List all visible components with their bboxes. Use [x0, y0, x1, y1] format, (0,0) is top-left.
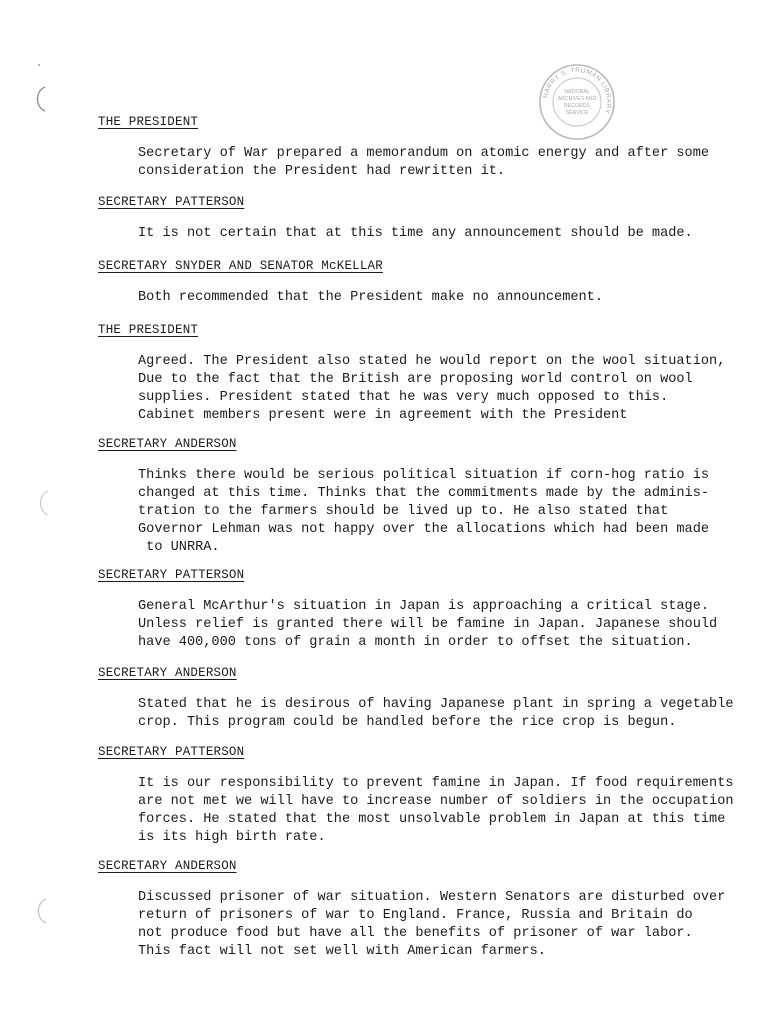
- paragraph-line: Both recommended that the President make no announcement.: [138, 290, 603, 305]
- paragraph-line: Cabinet members present were in agreement with the President: [138, 408, 628, 423]
- archive-stamp: [537, 62, 617, 142]
- speaker-heading: SECRETARY SNYDER AND SENATOR McKELLAR: [98, 259, 383, 273]
- paragraph-line: Secretary of War prepared a memorandum on atomic energy and after some: [138, 146, 710, 161]
- speaker-heading: SECRETARY PATTERSON: [98, 195, 245, 209]
- entry-paragraph: [138, 889, 748, 961]
- entry-paragraph: [138, 598, 748, 652]
- speaker-heading: THE PRESIDENT: [98, 115, 199, 129]
- speaker-heading: SECRETARY ANDERSON: [98, 859, 237, 873]
- paragraph-line: supplies. President stated that he was very much opposed to this.: [138, 390, 669, 405]
- paragraph-line: to UNRRA.: [138, 540, 220, 555]
- paragraph-line: tration to the farmers should be lived up to. He also stated that: [138, 504, 669, 519]
- entry-paragraph: [138, 353, 748, 425]
- paragraph-line: Agreed. The President also stated he would report on the wool situation,: [138, 354, 726, 369]
- paragraph-line: crop. This program could be handled before the rice crop is begun.: [138, 715, 677, 730]
- paragraph-line: return of prisoners of war to England. France, Russia and Britain do: [138, 908, 693, 923]
- stamp-line: ARCHIVES AND: [557, 96, 597, 102]
- paragraph-line: This fact will not set well with American farmers.: [138, 944, 546, 959]
- entry-paragraph: [138, 467, 748, 557]
- binder-hole-mark: [34, 898, 48, 924]
- stamp-line: NATIONAL: [564, 89, 590, 95]
- entry-paragraph: [138, 225, 748, 243]
- paragraph-line: General McArthur's situation in Japan is approaching a critical stage.: [138, 599, 710, 614]
- paragraph-line: Governor Lehman was not happy over the allocations which had been made: [138, 522, 710, 537]
- paragraph-line: Discussed prisoner of war situation. Western Senators are disturbed over: [138, 890, 726, 905]
- entry-paragraph: [138, 289, 748, 307]
- paragraph-line: Stated that he is desirous of having Japanese plant in spring a vegetable: [138, 697, 734, 712]
- speaker-heading: SECRETARY PATTERSON: [98, 568, 245, 582]
- paper-speck: [38, 64, 40, 66]
- speaker-heading: SECRETARY PATTERSON: [98, 745, 245, 759]
- binder-hole-mark: [33, 86, 47, 112]
- binder-hole-mark: [36, 490, 50, 516]
- paragraph-line: changed at this time. Thinks that the commitments made by the adminis-: [138, 486, 710, 501]
- paragraph-line: It is our responsibility to prevent famine in Japan. If food requirements: [138, 776, 734, 791]
- paragraph-line: It is not certain that at this time any announcement should be made.: [138, 226, 693, 241]
- paragraph-line: Due to the fact that the British are proposing world control on wool: [138, 372, 693, 387]
- stamp-line: RECORDS: [564, 103, 590, 109]
- paragraph-line: consideration the President had rewritten it.: [138, 164, 506, 179]
- paragraph-line: Unless relief is granted there will be famine in Japan. Japanese should: [138, 617, 718, 632]
- speaker-heading: SECRETARY ANDERSON: [98, 666, 237, 680]
- paragraph-line: are not met we will have to increase number of soldiers in the occupation: [138, 794, 734, 809]
- entry-paragraph: [138, 145, 748, 181]
- entry-paragraph: [138, 696, 748, 732]
- paragraph-line: forces. He stated that the most unsolvable problem in Japan at this time: [138, 812, 726, 827]
- paragraph-line: not produce food but have all the benefits of prisoner of war labor.: [138, 926, 693, 941]
- stamp-ring-text: HARRY S. TRUMAN LIBRARY: [542, 66, 613, 115]
- speaker-heading: SECRETARY ANDERSON: [98, 437, 237, 451]
- speaker-heading: THE PRESIDENT: [98, 323, 199, 337]
- paragraph-line: have 400,000 tons of grain a month in order to offset the situation.: [138, 635, 693, 650]
- paragraph-line: Thinks there would be serious political situation if corn-hog ratio is: [138, 468, 710, 483]
- paragraph-line: is its high birth rate.: [138, 830, 326, 845]
- entry-paragraph: [138, 775, 748, 847]
- stamp-line: SERVICE: [565, 110, 589, 116]
